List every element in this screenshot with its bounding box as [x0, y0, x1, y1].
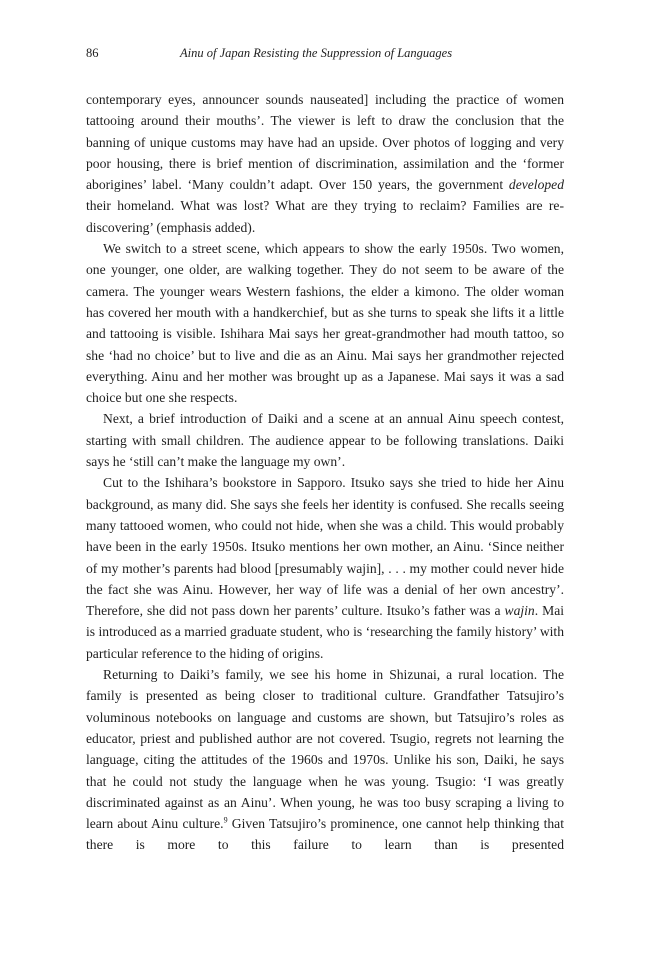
- paragraph-3: [86, 408, 564, 472]
- emphasis-text: developed: [508, 177, 564, 193]
- paragraph-text: We switch to a street scene, which appears to show the early 1950s. Two women, one younger, one older, are walking together. They do not seem to be aware of the camera. The younger wears Western fashions, the elder a kimono. The older woman has covered her mouth with a handkerchief, but as she turns to speak she lifts it a little and tattooing is visible. Ishihara Mai says her great-grandmother had mouth tattoo, so she ‘had no choice’ but to live and die as an Ainu. Mai says her grandmother rejected everything. Ainu and her mother was brought up as a Japanese. Mai says it was a sad choice but one she respects.: [86, 241, 564, 406]
- body-text: [86, 89, 564, 856]
- paragraph-text: . Mai is introduced as a married graduate student, who is ‘researching the family history’ with particular reference to the hiding of origins.: [86, 603, 565, 661]
- emphasis-text: wajin: [504, 603, 535, 619]
- page-number: 86: [86, 46, 99, 60]
- running-title: Ainu of Japan Resisting the Suppression of Languages: [180, 46, 453, 60]
- paragraph-text: Given Tatsujiro’s prominence, one cannot help thinking that there is more to this failure to learn than is presented: [86, 816, 564, 853]
- paragraph-5: [86, 664, 564, 856]
- paragraph-4: [86, 472, 564, 664]
- paragraph-2: [86, 238, 564, 408]
- paragraph-1: [86, 89, 564, 238]
- paragraph-text: Cut to the Ishihara’s bookstore in Sapporo. Itsuko says she tried to hide her Ainu background, as many did. She says she feels her identity is confused. She recalls seeing many tattooed women, who could not hide, when she was a child. This would probably have been in the early 1950s. Itsuko mentions her own mother, an Ainu. ‘Since neither of my mother’s parents had blood [presumably wajin], . . . my mother could never hide the fact she was Ainu. However, her way of life was a denial of her own ancestry’. Therefore, she did not pass down her parents’ culture. Itsuko’s father was a: [86, 475, 564, 619]
- paragraph-text: their homeland. What was lost? What are they trying to reclaim? Families are re-discovering’ (emphasis added).: [86, 198, 564, 235]
- page-header: [86, 46, 564, 64]
- paragraph-text: Next, a brief introduction of Daiki and a scene at an annual Ainu speech contest, starting with small children. The audience appear to be following translations. Daiki says he ‘still can’t make the language my own’.: [86, 411, 564, 470]
- footnote-marker[interactable]: 9: [223, 815, 228, 825]
- paragraph-text: Returning to Daiki’s family, we see his home in Shizunai, a rural location. The family is presented as being closer to traditional culture. Grandfather Tatsujiro’s voluminous notebooks on language and customs are shown, but Tatsujiro’s roles as educator, priest and published author are not covered. Tsugio, regrets not learning the language, citing the attitudes of the 1960s and 1970s. Unlike his son, Daiki, he says that he could not study the language when he was young. Tsugio: ‘I was greatly discriminated against as an Ainu’. When young, he was too busy scraping a living to learn about Ainu culture.: [86, 667, 564, 832]
- paragraph-text: contemporary eyes, announcer sounds nauseated] including the practice of women tattooing around their mouths’. The viewer is left to draw the conclusion that the banning of unique customs may have had an upside. Over photos of logging and very poor housing, there is brief mention of discrimination, assimilation and the ‘former aborigines’ label. ‘Many couldn’t adapt. Over 150 years, the government: [86, 92, 564, 193]
